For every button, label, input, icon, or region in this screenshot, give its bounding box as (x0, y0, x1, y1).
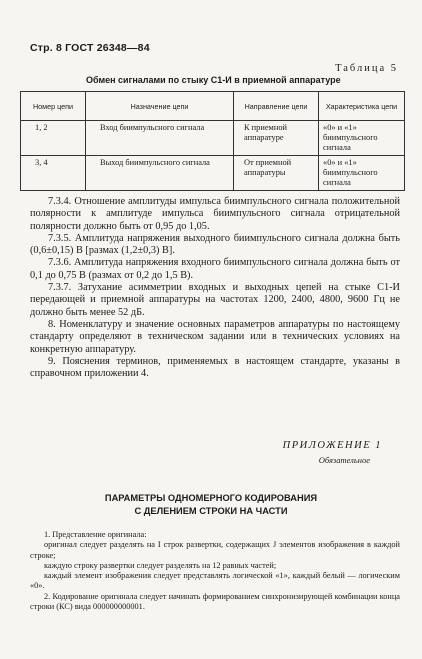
paragraph: 9. Пояснения терминов, применяемых в настоящем стандарте, указаны в справочном приложении 4. (30, 355, 400, 380)
paragraph: 1. Представление оригинала: (44, 530, 147, 539)
table-cell: 1, 2 (21, 121, 86, 156)
table-number: Таблица 5 (335, 63, 398, 74)
table-cell: От приемной аппаратуры (234, 156, 319, 191)
table-cell: Выход биимпульсного сигнала (86, 156, 234, 191)
table-cell: К приемной аппаратуре (234, 121, 319, 156)
appendix-text (30, 530, 400, 612)
page-header: Стр. 8 ГОСТ 26348—84 (30, 42, 150, 54)
appendix-subtitle: Обязательное (318, 455, 370, 465)
paragraph: каждый элемент изображения следует представлять логической «1», каждый белый — логическим «0». (30, 571, 400, 591)
column-header: Характеристика цепи (319, 92, 405, 121)
table-header-row (21, 92, 405, 121)
table-row (21, 156, 405, 191)
paragraph: 8. Номенклатуру и значение основных параметров аппаратуры по настоящему стандарту определяют в техническом задании или в технических условиях на конкретную аппаратуру. (30, 318, 400, 355)
section-title-line: С ДЕЛЕНИЕМ СТРОКИ НА ЧАСТИ (134, 506, 288, 516)
table-cell: «0» и «1» биимпульсного сигнала (319, 156, 405, 191)
column-header: Направление цепи (234, 92, 319, 121)
appendix-title: ПРИЛОЖЕНИЕ 1 (282, 440, 382, 451)
table-cell: 3, 4 (21, 156, 86, 191)
paragraph: оригинал следует разделять на I строк развертки, содержащих J элементов изображения в каждой строке; (30, 540, 400, 560)
column-header: Номер цепи (21, 92, 86, 121)
table-caption: Обмен сигналами по стыку С1-И в приемной аппаратуре (86, 75, 341, 85)
paragraph: каждую строку развертки следует разделять на 12 равных частей; (44, 560, 277, 570)
paragraph: 2. Кодирование оригинала следует начинать формированием синхронизирующей комбинации конца строки (КС) вида 000000000001. (30, 591, 400, 612)
column-header: Назначение цепи (86, 92, 234, 121)
paragraph: 7.3.7. Затухание асимметрии входных и выходных цепей на стыке С1-И передающей и приемной аппаратуры на частотах 1200, 2400, 4800, 9600 Гц не должно быть менее 52 дБ. (30, 282, 400, 318)
body-text (30, 196, 400, 380)
table-cell: Вход биимпульсного сигнала (86, 121, 234, 156)
signal-exchange-table (20, 91, 405, 191)
table-row (21, 121, 405, 156)
paragraph: 7.3.6. Амплитуда напряжения входного биимпульсного сигнала должна быть от 0,1 до 0,75 В (размах от 0,2 до 1,5 В). (30, 257, 400, 281)
table-cell: «0» и «1» биимпульсного сигнала (319, 121, 405, 156)
paragraph: 7.3.5. Амплитуда напряжения выходного биимпульсного сигнала должна быть (0,6±0,15) В [размах (1,2±0,3) В]. (30, 232, 400, 257)
section-title-line: ПАРАМЕТРЫ ОДНОМЕРНОГО КОДИРОВАНИЯ (104, 493, 318, 503)
paragraph: 7.3.4. Отношение амплитуды импульса биимпульсного сигнала положительной полярности к амплитуде импульса биимпульсного сигнала отрицательной полярности должно быть от 0,95 до 1,05. (30, 196, 400, 232)
section-title (0, 492, 422, 518)
